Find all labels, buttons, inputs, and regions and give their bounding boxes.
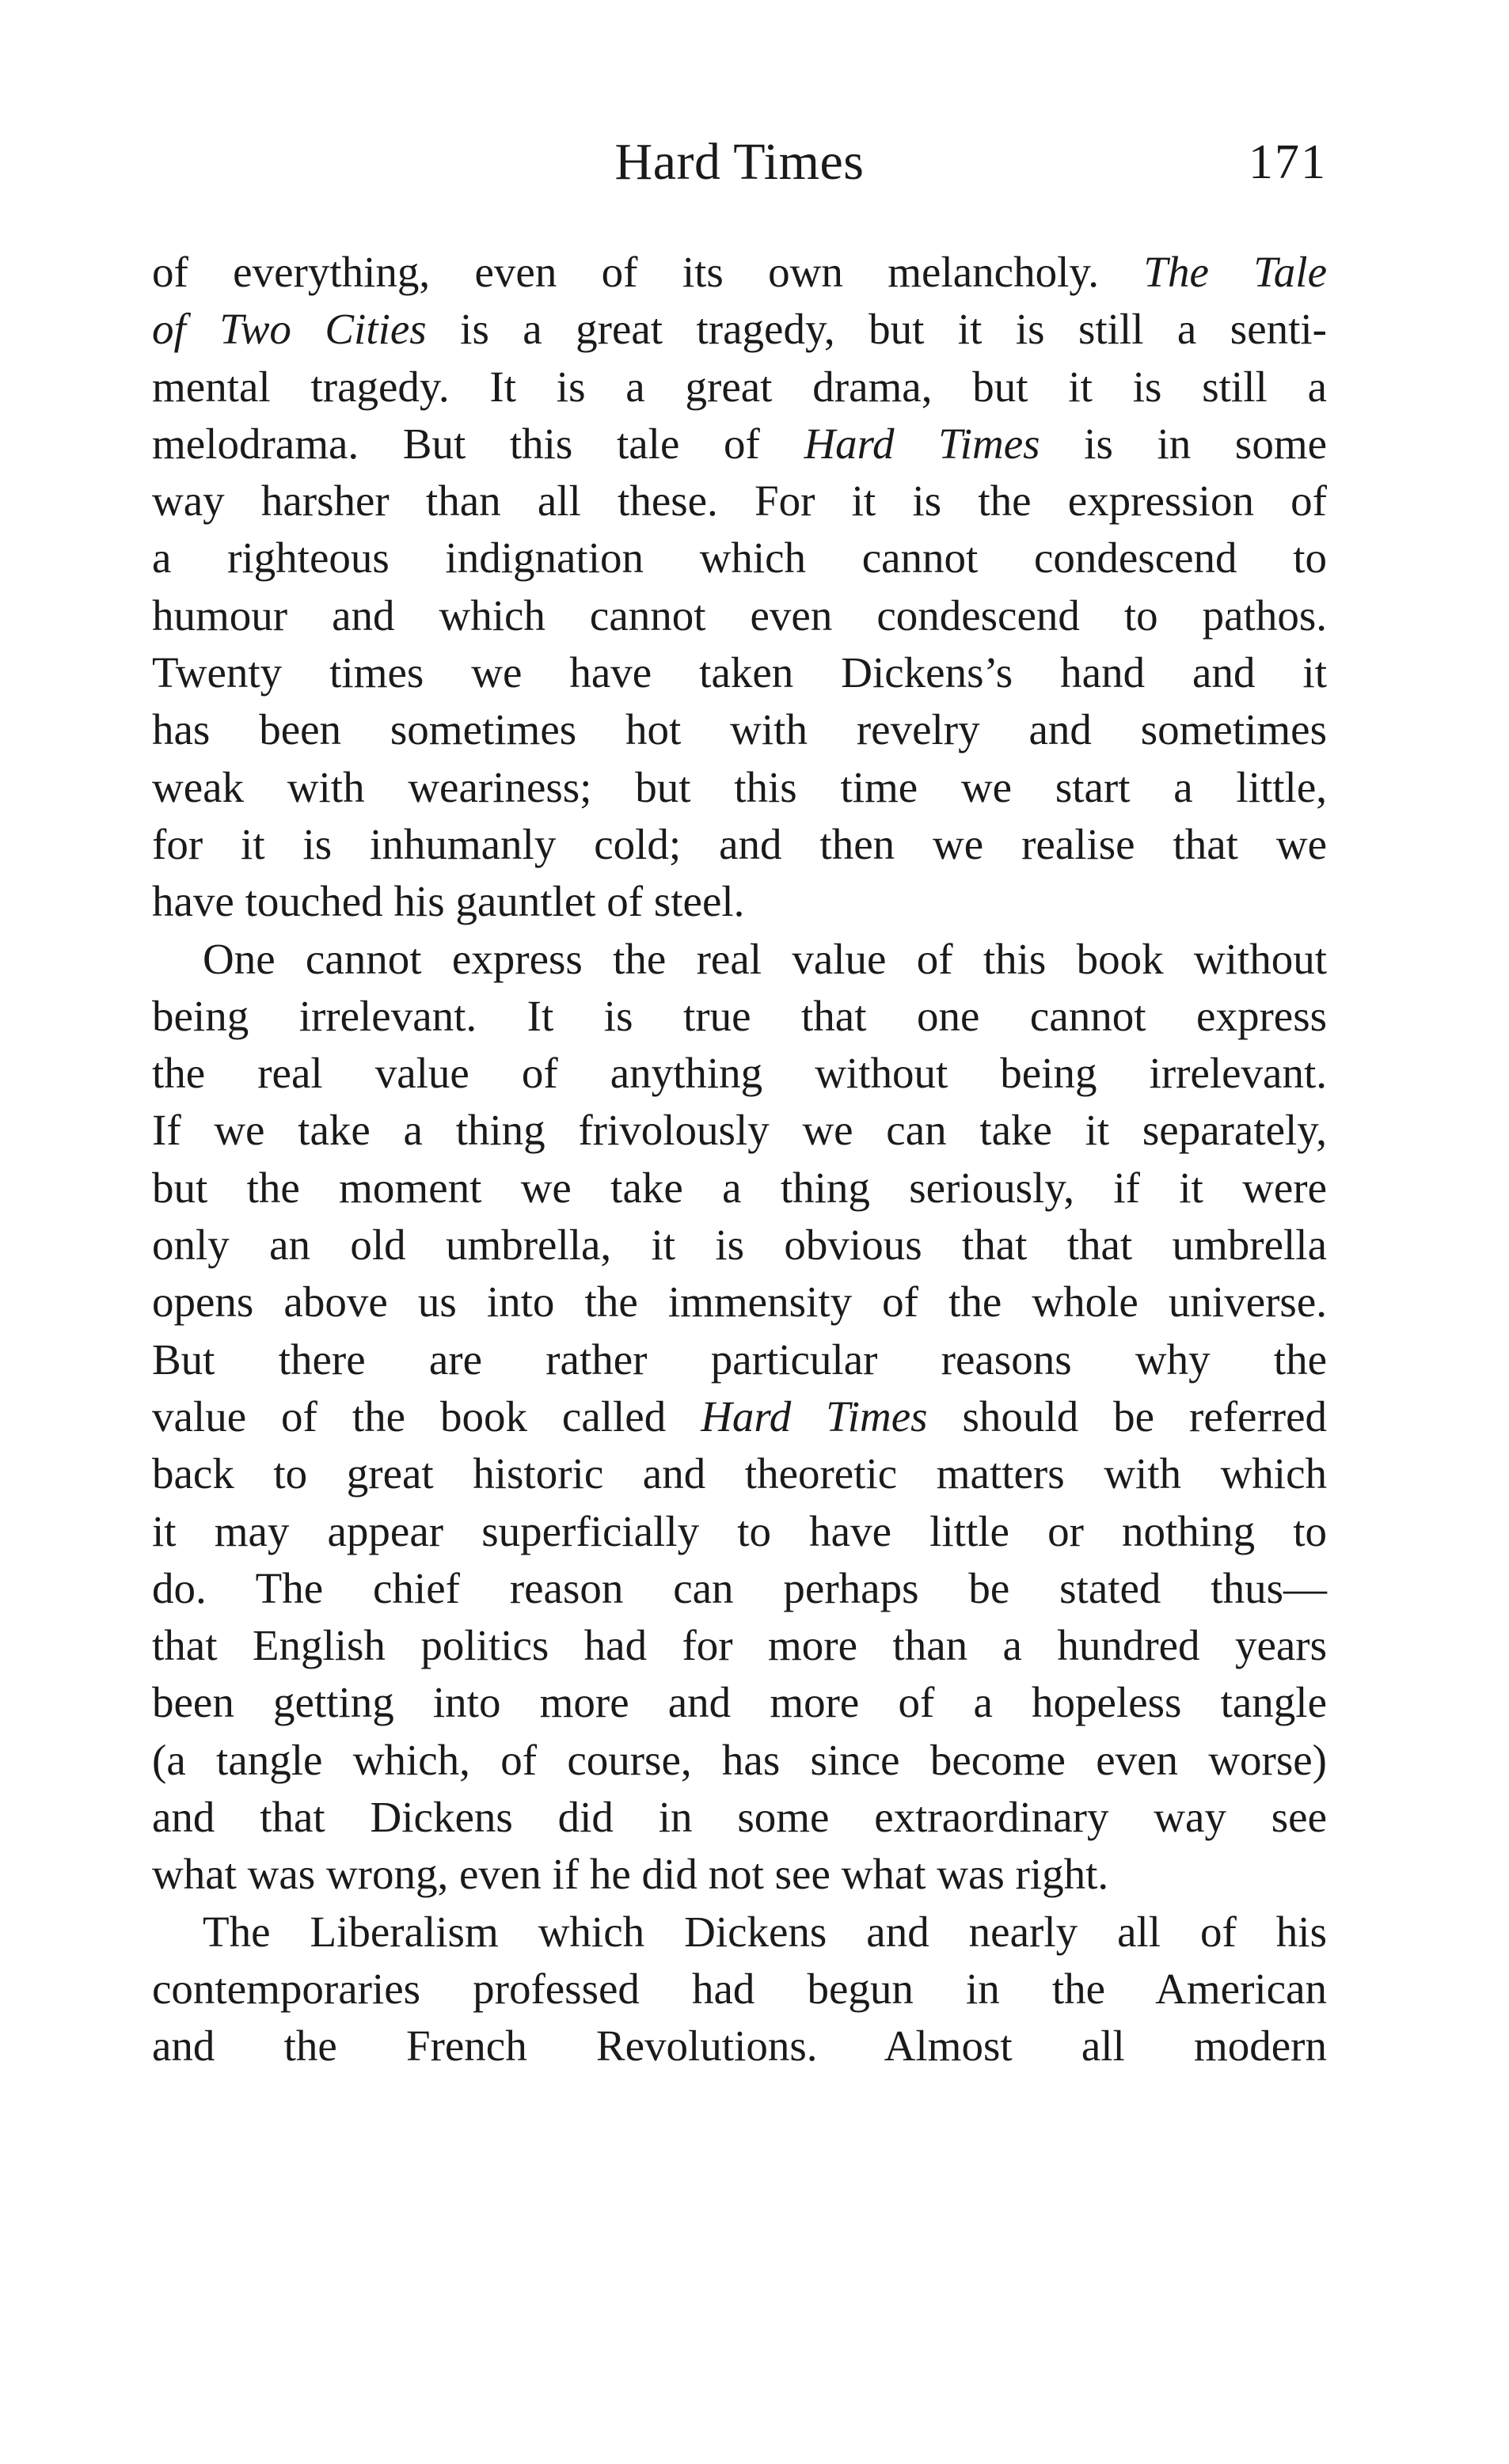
italic-title: The Tale — [1143, 248, 1327, 296]
text-segment: is in some — [1040, 419, 1328, 468]
text-line — [152, 701, 1327, 758]
text-line — [152, 1160, 1327, 1217]
text-segment: the real value of anything without being irrelevant. — [152, 1049, 1327, 1098]
text-segment: One cannot express the real value of this book without — [203, 934, 1327, 983]
text-line — [152, 1388, 1327, 1445]
text-line — [152, 1674, 1327, 1731]
text-line — [152, 931, 1327, 988]
text-segment: Twenty times we have taken Dickens’s hand and it — [152, 648, 1327, 697]
text-segment: value of the book called — [152, 1391, 701, 1441]
text-line — [152, 244, 1327, 301]
text-line — [152, 359, 1327, 416]
text-line — [152, 873, 1327, 930]
running-head — [152, 127, 1327, 198]
text-segment: has been sometimes hot with revelry and sometimes — [152, 705, 1327, 754]
paragraph — [152, 1904, 1327, 2075]
text-line — [152, 530, 1327, 587]
text-line — [152, 1789, 1327, 1846]
text-line — [152, 1904, 1327, 1961]
text-segment: weak with weariness; but this time we start a little, — [152, 762, 1327, 811]
text-segment: The Liberalism which Dickens and nearly all of his — [203, 1907, 1327, 1956]
text-segment: being irrelevant. It is true that one cannot express — [152, 991, 1327, 1040]
text-line — [152, 816, 1327, 873]
running-title: Hard Times — [614, 133, 865, 191]
text-line — [152, 644, 1327, 701]
text-segment: for it is inhumanly cold; and then we realise that we — [152, 819, 1327, 868]
text-line — [152, 1846, 1327, 1903]
italic-title: Hard Times — [701, 1391, 928, 1441]
text-line — [152, 1102, 1327, 1159]
paragraph — [152, 931, 1327, 1904]
text-line — [152, 1217, 1327, 1274]
text-line — [152, 416, 1327, 473]
paragraph — [152, 244, 1327, 931]
text-segment: opens above us into the immensity of the whole universe. — [152, 1278, 1327, 1327]
text-line — [152, 988, 1327, 1045]
text-line — [152, 301, 1327, 358]
text-segment: contemporaries professed had begun in the American — [152, 1964, 1327, 2013]
text-segment: only an old umbrella, it is obvious that that umbrella — [152, 1221, 1327, 1270]
text-segment: do. The chief reason can perhaps be stated thus— — [152, 1563, 1327, 1612]
text-line — [152, 759, 1327, 816]
text-segment: it may appear superficially to have little or nothing to — [152, 1506, 1327, 1555]
text-line — [152, 1445, 1327, 1502]
text-line — [152, 587, 1327, 644]
text-segment: a righteous indignation which cannot condescend to — [152, 533, 1327, 583]
body-text — [152, 244, 1327, 2075]
text-line — [152, 2018, 1327, 2075]
text-segment: But there are rather particular reasons why the — [152, 1335, 1327, 1384]
italic-title: of Two Cities — [152, 305, 427, 354]
text-segment: that English politics had for more than a hundred years — [152, 1621, 1327, 1670]
text-line — [152, 473, 1327, 530]
page-number: 171 — [1249, 135, 1327, 189]
text-segment: have touched his gauntlet of steel. — [152, 877, 745, 926]
text-segment: and that Dickens did in some extraordinary way see — [152, 1793, 1327, 1842]
text-line — [152, 1503, 1327, 1560]
text-line — [152, 1560, 1327, 1617]
text-segment: of everything, even of its own melancholy. — [152, 248, 1144, 296]
text-segment: melodrama. But this tale of — [152, 419, 804, 468]
text-line — [152, 1274, 1327, 1331]
text-segment: should be referred — [927, 1391, 1327, 1441]
text-segment: been getting into more and more of a hopeless tangle — [152, 1678, 1327, 1727]
text-segment: but the moment we take a thing seriously, if it were — [152, 1163, 1327, 1212]
text-line — [152, 1961, 1327, 2018]
text-line — [152, 1732, 1327, 1789]
text-segment: If we take a thing frivolously we can take it separately, — [152, 1106, 1327, 1155]
text-line — [152, 1045, 1327, 1102]
text-segment: way harsher than all these. For it is the expression of — [152, 476, 1327, 526]
italic-title: Hard Times — [804, 419, 1040, 468]
text-line — [152, 1617, 1327, 1674]
text-segment: back to great historic and theoretic matters with which — [152, 1449, 1327, 1498]
text-segment: is a great tragedy, but it is still a senti- — [426, 305, 1327, 354]
text-segment: mental tragedy. It is a great drama, but it is still a — [152, 362, 1327, 411]
text-segment: humour and which cannot even condescend to pathos. — [152, 590, 1327, 640]
text-segment: what was wrong, even if he did not see what was right. — [152, 1850, 1109, 1899]
text-segment: and the French Revolutions. Almost all modern — [152, 2022, 1327, 2071]
text-line — [152, 1331, 1327, 1388]
text-segment: (a tangle which, of course, has since become even worse) — [152, 1735, 1327, 1784]
